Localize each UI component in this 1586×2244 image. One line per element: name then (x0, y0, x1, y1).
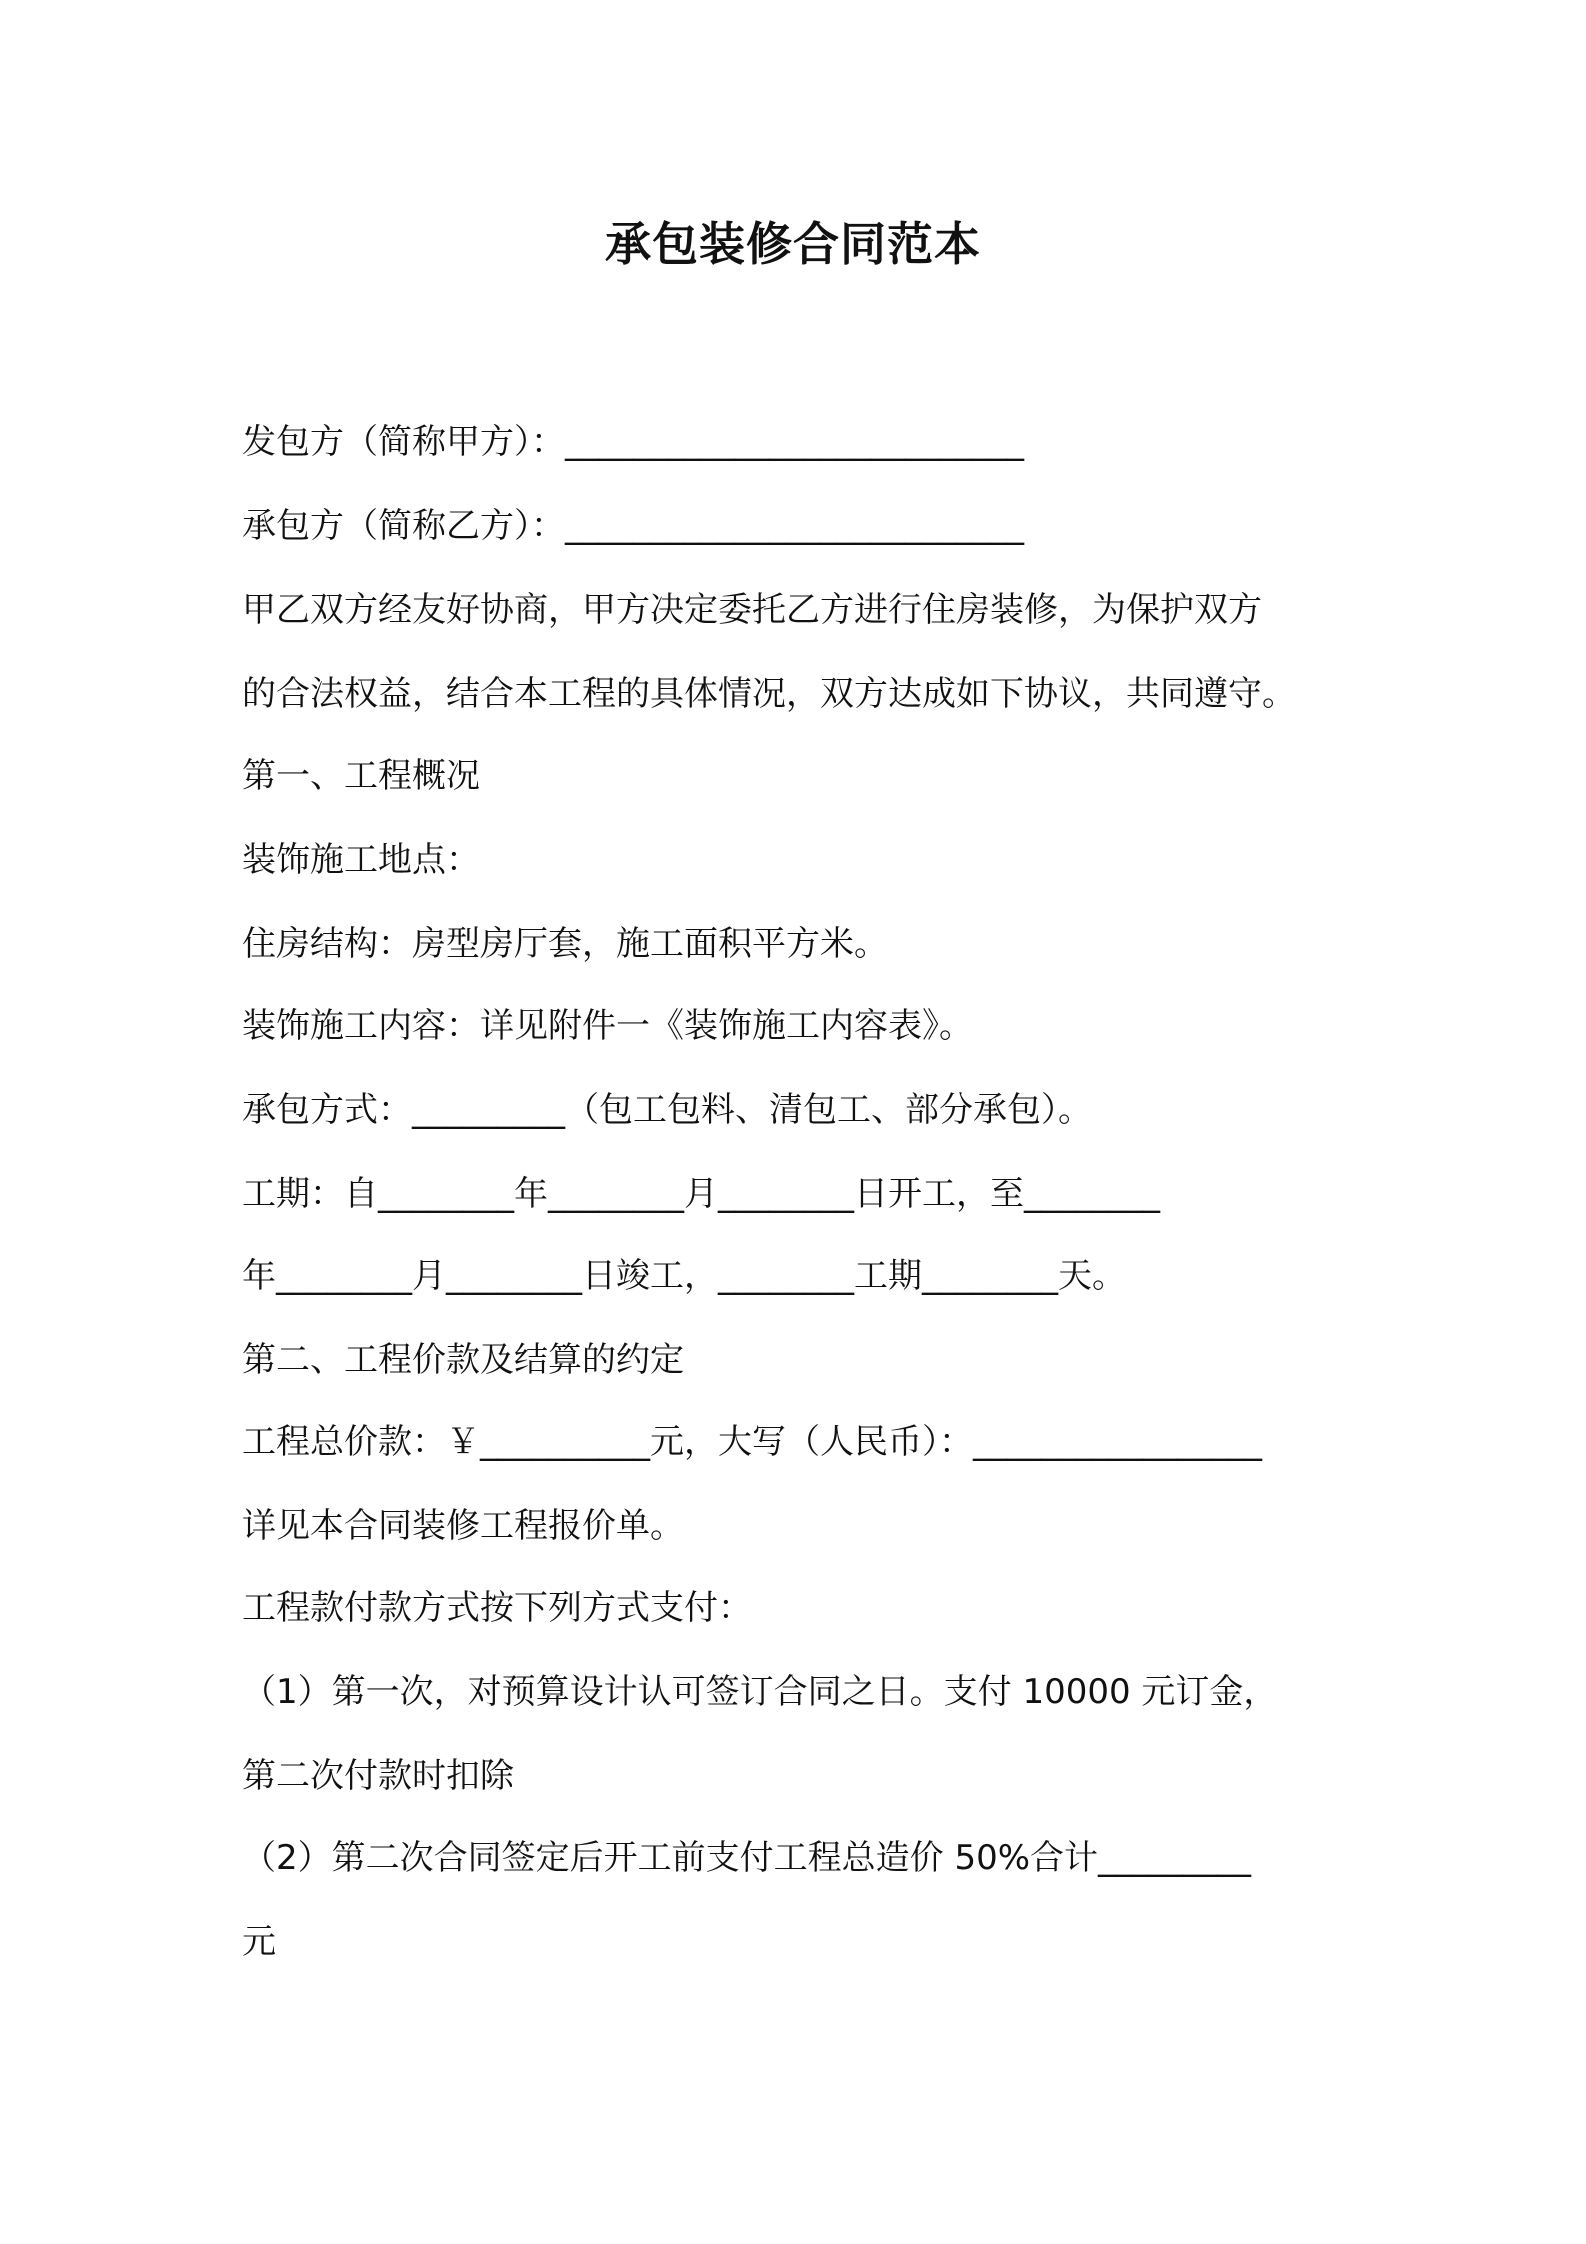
preamble-line-2: 的合法权益，结合本工程的具体情况，双方达成如下协议，共同遵守。 (242, 674, 1296, 714)
payment-2-line-1: （2）第二次合同签定后开工前支付工程总造价 50%合计_________ (242, 1838, 1252, 1878)
contract-method-line: 承包方式：_________（包工包料、清包工、部分承包）。 (242, 1090, 1092, 1130)
preamble-line-1: 甲乙双方经友好协商，甲方决定委托乙方进行住房装修，为保护双方 (242, 590, 1262, 630)
payment-2-line-2: 元 (242, 1922, 276, 1962)
housing-structure-line: 住房结构：房型房厅套，施工面积平方米。 (242, 924, 888, 964)
section-1-heading: 第一、工程概况 (242, 756, 480, 796)
quotation-reference-line: 详见本合同装修工程报价单。 (242, 1506, 684, 1546)
payment-1-line-2: 第二次付款时扣除 (242, 1756, 514, 1796)
construction-content-line: 装饰施工内容：详见附件一《装饰施工内容表》。 (242, 1006, 973, 1046)
total-price-line: 工程总价款：￥__________元，大写（人民币）：_________________ (242, 1422, 1262, 1462)
section-2-heading: 第二、工程价款及结算的约定 (242, 1340, 684, 1380)
party-a-line: 发包方（简称甲方）：___________________________ (242, 422, 1024, 462)
party-b-line: 承包方（简称乙方）：___________________________ (242, 506, 1024, 546)
payment-1-line-1: （1）第一次，对预算设计认可签订合同之日。支付 10000 元订金， (242, 1672, 1278, 1712)
schedule-line-2: 年________月________日竣工，________工期________天。 (242, 1256, 1126, 1296)
site-location-line: 装饰施工地点： (242, 840, 480, 880)
schedule-line-1: 工期：自________年________月________日开工，至________ (242, 1174, 1160, 1214)
document-title: 承包装修合同范本 (605, 217, 981, 271)
payment-method-line: 工程款付款方式按下列方式支付： (242, 1588, 752, 1628)
